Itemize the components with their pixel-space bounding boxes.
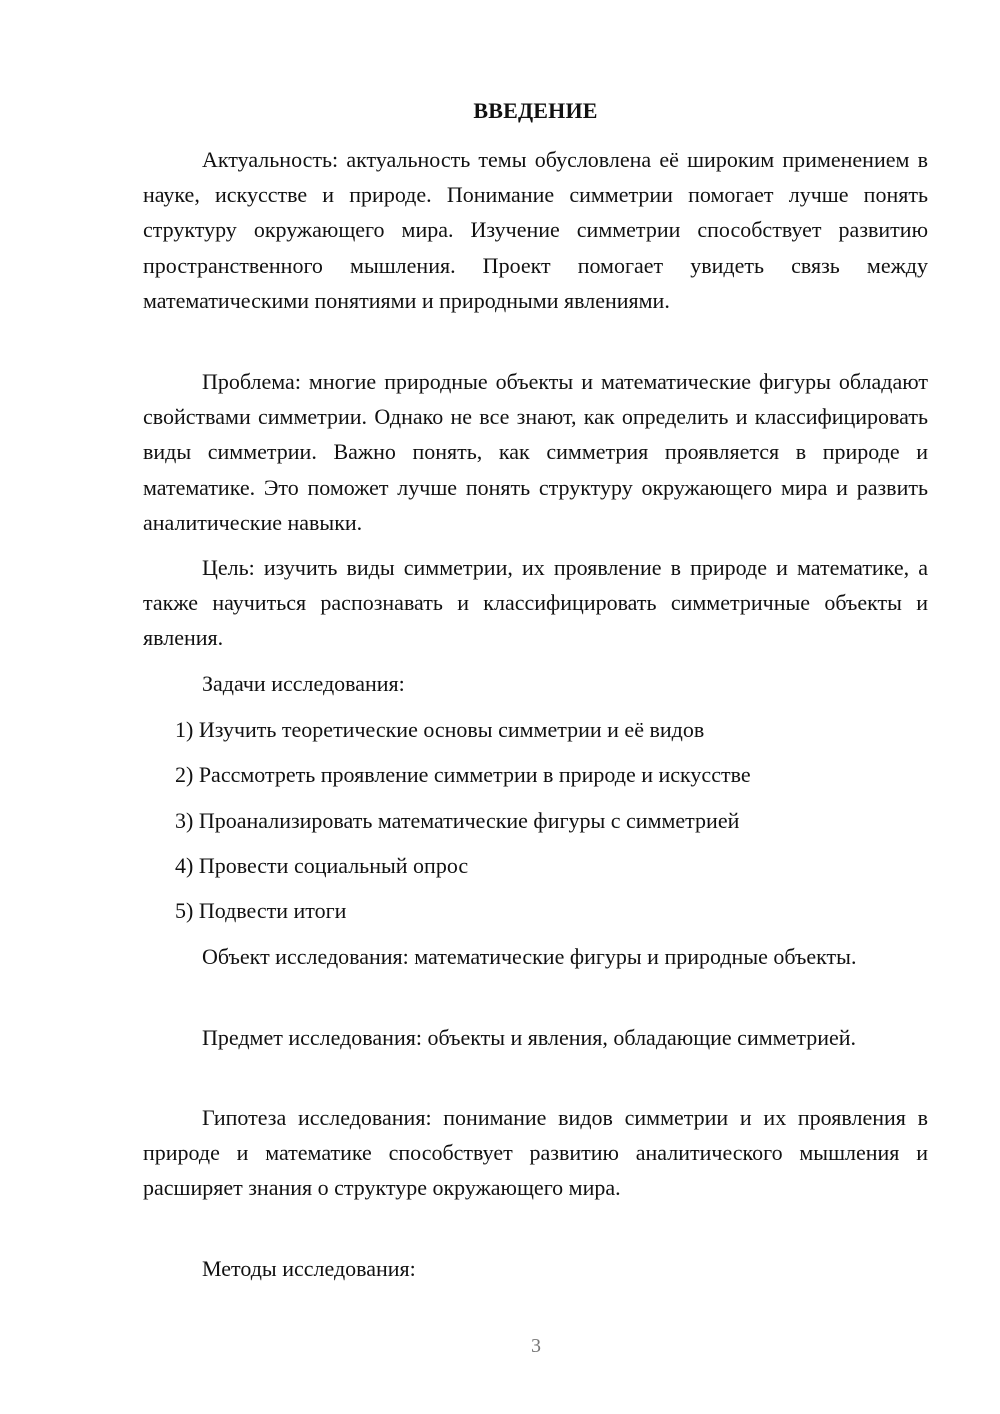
- page-title: ВВЕДЕНИЕ: [473, 98, 598, 123]
- list-item: 3) Проанализировать математические фигуры с симметрией: [175, 808, 740, 833]
- page-number: 3: [531, 1335, 541, 1357]
- subject-paragraph: Предмет исследования: объекты и явления, обладающие симметрией.: [202, 1025, 857, 1050]
- list-item: 1) Изучить теоретические основы симметрии и её видов: [175, 717, 705, 742]
- methods-heading: Методы исследования:: [202, 1256, 416, 1281]
- relevance-paragraph: Актуальность: актуальность темы обусловлена её широким применением в науке, искусстве и природе. Понимание симметрии помогает лучше понять структуру окружающего мира. Изучение симметрии способствует развитию пространственного мышления. Проект помогает увидеть связь между математическими понятиями и природными явлениями.: [143, 147, 928, 313]
- tasks-heading: Задачи исследования:: [202, 671, 405, 696]
- list-item: 5) Подвести итоги: [175, 898, 347, 923]
- goal-paragraph: Цель: изучить виды симметрии, их проявление в природе и математике, а также научиться распознавать и классифицировать симметричные объекты и явления.: [143, 555, 928, 651]
- hypothesis-paragraph: Гипотеза исследования: понимание видов симметрии и их проявления в природе и математике способствует развитию аналитического мышления и расширяет знания о структуре окружающего мира.: [143, 1105, 928, 1201]
- problem-paragraph: Проблема: многие природные объекты и математические фигуры обладают свойствами симметрии. Однако не все знают, как определить и классифицировать виды симметрии. Важно понять, как симметрия проявляется в природе и математике. Это поможет лучше понять структуру окружающего мира и развить аналитические навыки.: [143, 369, 928, 535]
- list-item: 2) Рассмотреть проявление симметрии в природе и искусстве: [175, 762, 751, 787]
- object-paragraph: Объект исследования: математические фигуры и природные объекты.: [202, 944, 857, 969]
- list-item: 4) Провести социальный опрос: [175, 853, 469, 878]
